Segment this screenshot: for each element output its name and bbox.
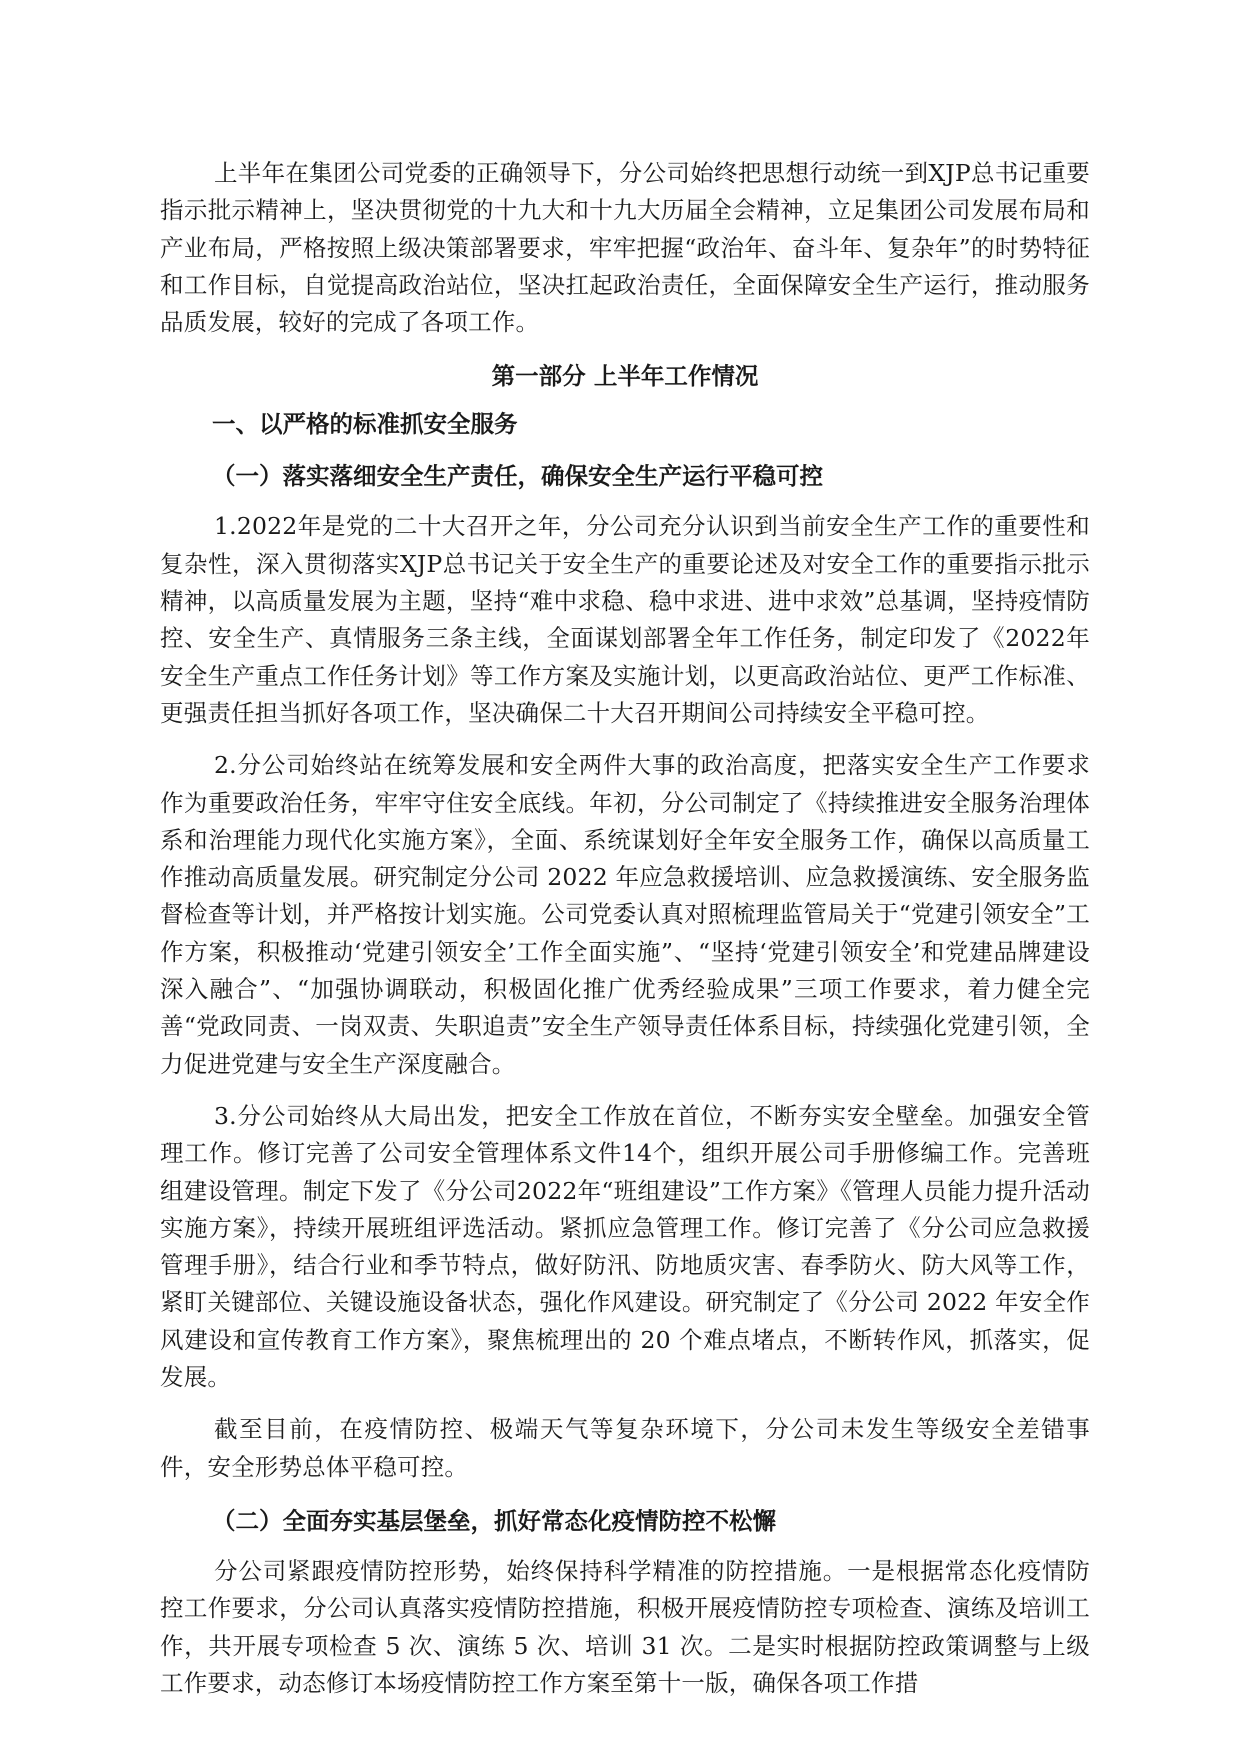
subsection-two-heading: （二）全面夯实基层堡垒，抓好常态化疫情防控不松懈	[212, 1506, 776, 1535]
document-page	[160, 155, 1090, 1717]
paragraph-3: 3.分公司始终从大局出发，把安全工作放在首位，不断夯实安全壁垒。加强安全管理工作。修订完善了公司安全管理体系文件14个，组织开展公司手册修编工作。完善班组建设管理。制定下发了《分公司2022年“班组建设”工作方案》《管理人员能力提升活动实施方案》，持续开展班组评选活动。紧抓应急管理工作。修订完善了《分公司应急救援管理手册》，结合行业和季节特点，做好防汛、防地质灾害、春季防火、防大风等工作，紧盯关键部位、关键设施设备状态，强化作风建设。研究制定了《分公司 2022 年安全作风建设和宣传教育工作方案》，聚焦梳理出的 20 个难点堵点，不断转作风，抓落实，促发展。	[160, 1101, 1090, 1392]
paragraph-1: 1.2022年是党的二十大召开之年，分公司充分认识到当前安全生产工作的重要性和复杂性，深入贯彻落实XJP总书记关于安全生产的重要论述及对安全工作的重要指示批示精神，以高质量发展为主题，坚持“难中求稳、稳中求进、进中求效”总基调，坚持疫情防控、安全生产、真情服务三条主线，全面谋划部署全年工作任务，制定印发了《2022年安全生产重点工作任务计划》等工作方案及实施计划，以更高政治站位、更严工作标准、更强责任担当抓好各项工作，坚决确保二十大召开期间公司持续安全平稳可控。	[160, 512, 1090, 727]
part-one-title: 第一部分 上半年工作情况	[491, 362, 759, 391]
subsection-one-heading: （一）落实落细安全生产责任，确保安全生产运行平稳可控	[212, 462, 823, 491]
paragraph-4: 截至目前，在疫情防控、极端天气等复杂环境下，分公司未发生等级安全差错事件，安全形势总体平稳可控。	[160, 1415, 1090, 1481]
paragraph-2: 2.分公司始终站在统筹发展和安全两件大事的政治高度，把落实安全生产工作要求作为重要政治任务，牢牢守住安全底线。年初，分公司制定了《持续推进安全服务治理体系和治理能力现代化实施方案》，全面、系统谋划好全年安全服务工作，确保以高质量工作推动高质量发展。研究制定分公司 2022 年应急救援培训、应急救援演练、安全服务监督检查等计划，并严格按计划实施。公司党委认真对照梳理监管局关于“党建引领安全”工作方案，积极推动‘党建引领安全’工作全面实施”、“坚持‘党建引领安全’和党建品牌建设深入融合”、“加强协调联动，积极固化推广优秀经验成果”三项工作要求，着力健全完善“党政同责、一岗双责、失职追责”安全生产领导责任体系目标，持续强化党建引领，全力促进党建与安全生产深度融合。	[160, 751, 1090, 1078]
paragraph-5: 分公司紧跟疫情防控形势，始终保持科学精准的防控措施。一是根据常态化疫情防控工作要求，分公司认真落实疫情防控措施，积极开展疫情防控专项检查、演练及培训工作，共开展专项检查 5 次、演练 5 次、培训 31 次。二是实时根据防控政策调整与上级工作要求，动态修订本场疫情防控工作方案至第十一版，确保各项工作措	[160, 1556, 1090, 1697]
intro-paragraph: 上半年在集团公司党委的正确领导下，分公司始终把思想行动统一到XJP总书记重要指示批示精神上，坚决贯彻党的十九大和十九大历届全会精神，立足集团公司发展布局和产业布局，严格按照上级决策部署要求，牢牢把握“政治年、奋斗年、复杂年”的时势特征和工作目标，自觉提高政治站位，坚决扛起政治责任，全面保障安全生产运行，推动服务品质发展，较好的完成了各项工作。	[160, 159, 1090, 337]
section-one-heading: 一、以严格的标准抓安全服务	[212, 410, 518, 439]
